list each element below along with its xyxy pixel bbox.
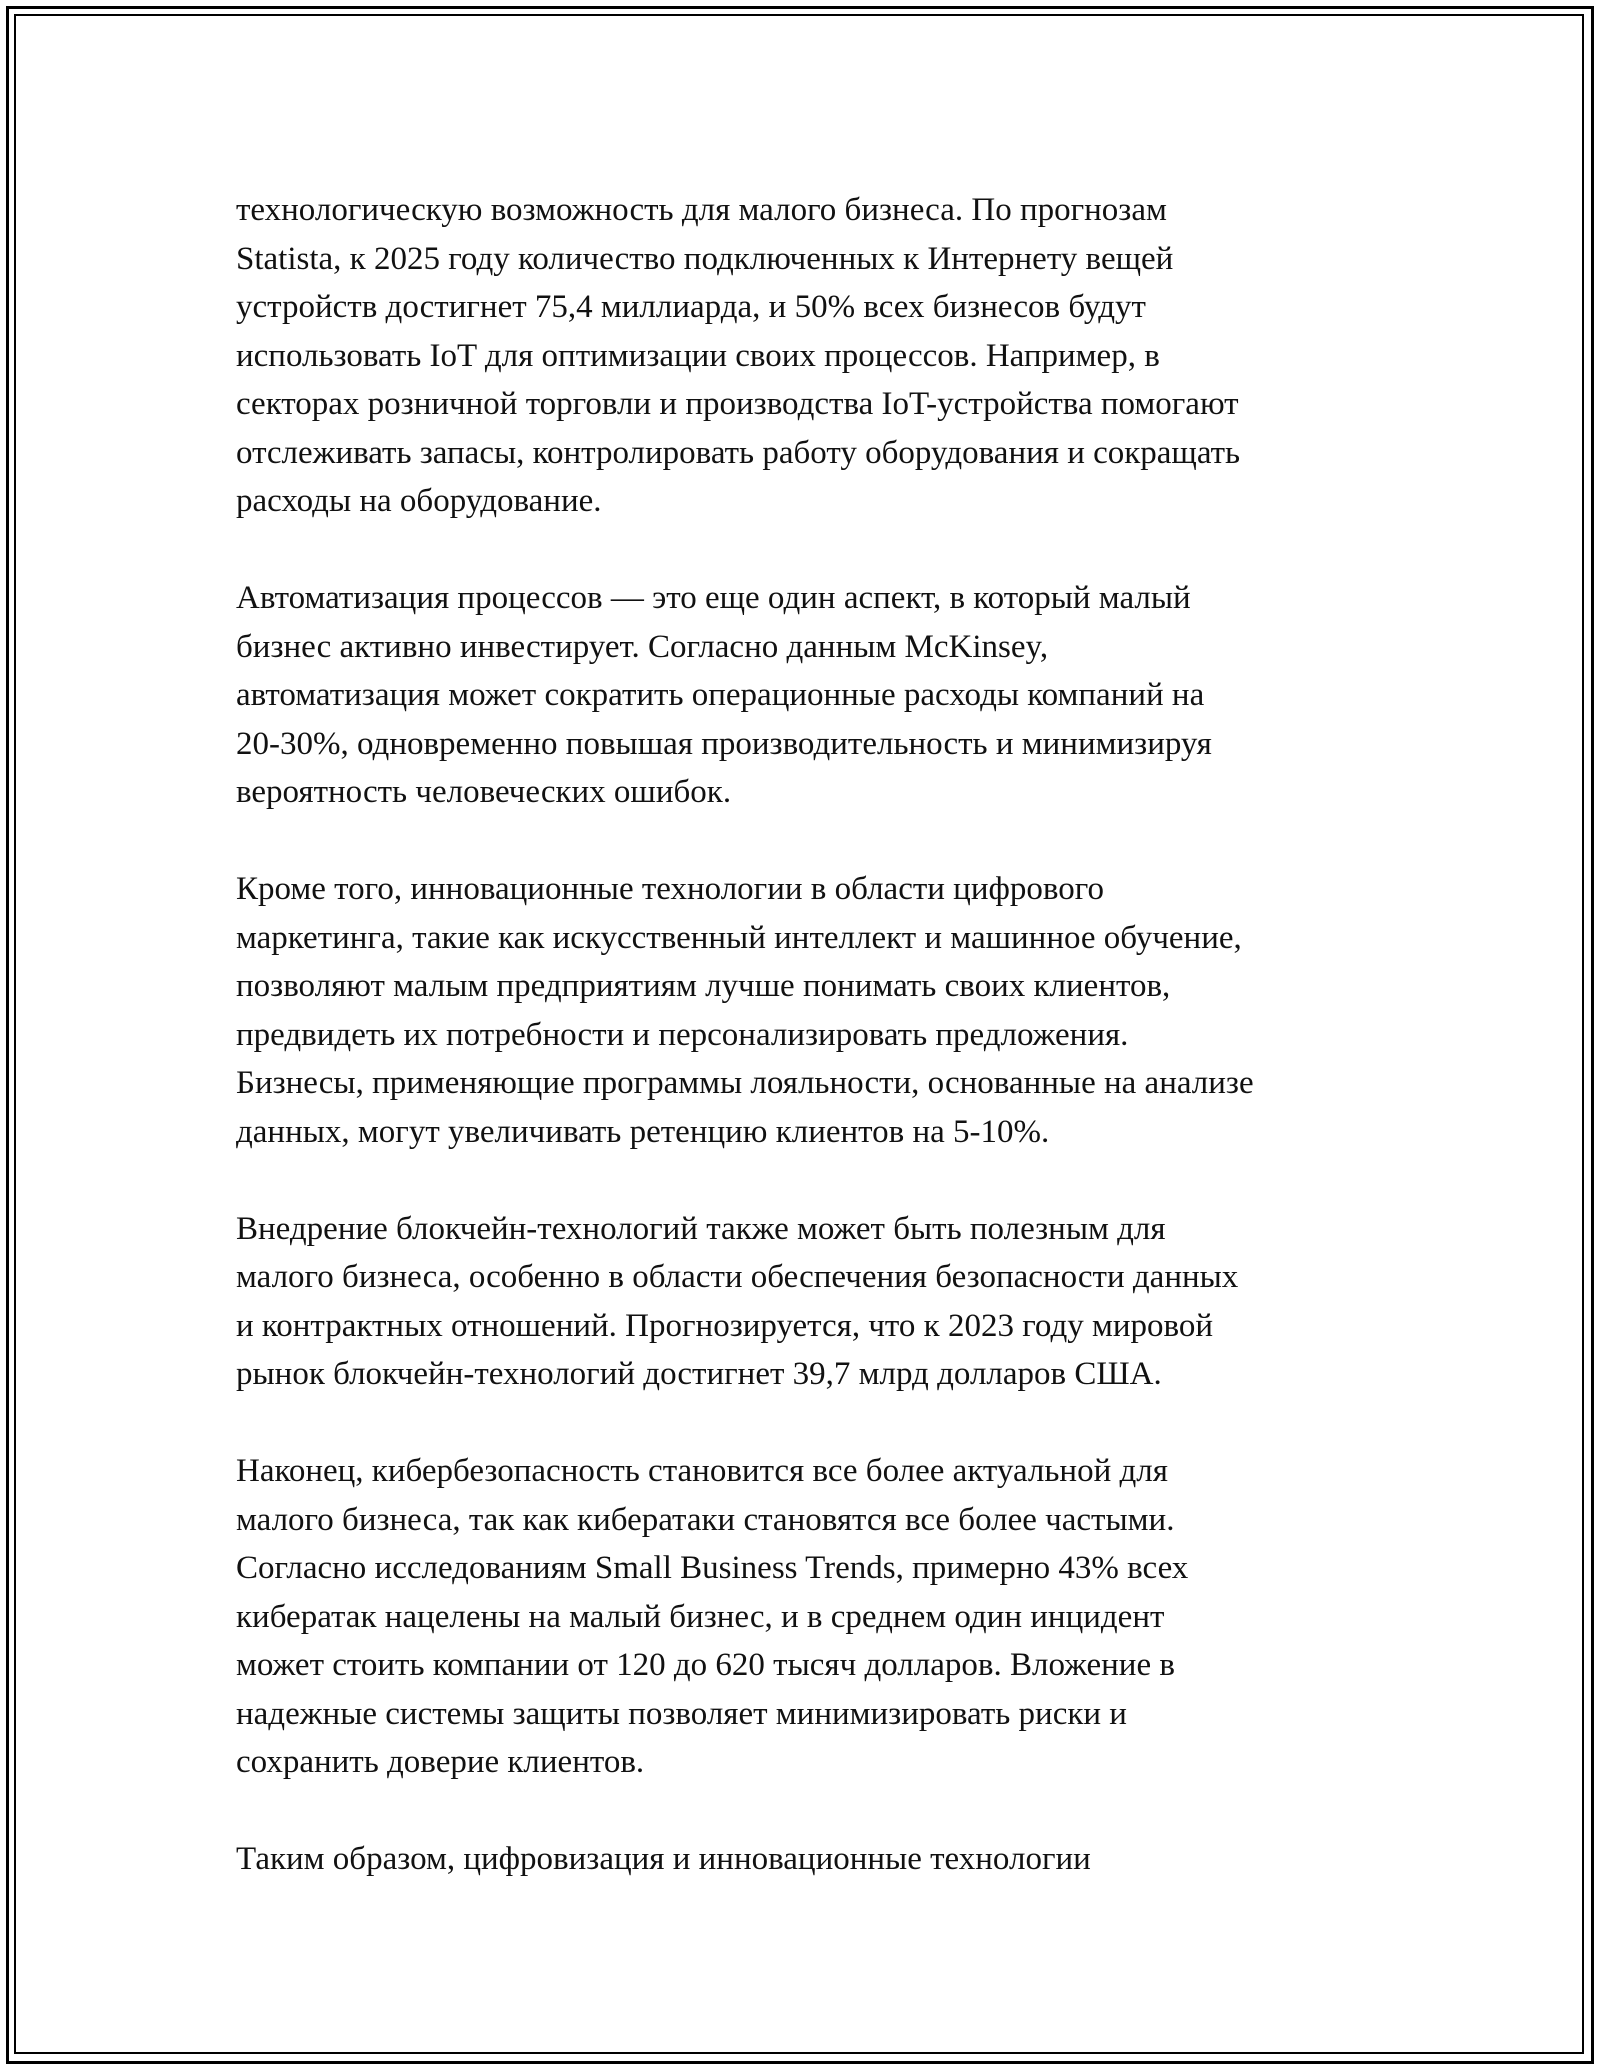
text-line: Автоматизация процессов — это еще один аспект, в который малый <box>236 580 1191 616</box>
paragraph-marketing <box>236 865 1386 1156</box>
text-line: маркетинга, такие как искусственный интеллект и машинное обучение, <box>236 919 1242 956</box>
paragraph-cybersecurity <box>236 1447 1386 1787</box>
text-line: Бизнесы, применяющие программы лояльности, основанные на анализе <box>236 1065 1254 1101</box>
text-line: устройств достигнет 75,4 миллиарда, и 50% всех бизнесов будут <box>236 289 1146 325</box>
text-line: рынок блокчейн-технологий достигнет 39,7 млрд долларов США. <box>236 1356 1162 1392</box>
text-line: сохранить доверие клиентов. <box>236 1744 645 1780</box>
text-line: использовать IoT для оптимизации своих процессов. Например, в <box>236 337 1160 374</box>
text-line: вероятность человеческих ошибок. <box>236 774 732 810</box>
text-line: отслеживать запасы, контролировать работу оборудования и сокращать <box>236 434 1241 471</box>
text-line: Кроме того, инновационные технологии в области цифрового <box>236 871 1104 907</box>
paragraph-conclusion <box>236 1835 1386 1884</box>
text-line: позволяют малым предприятиям лучше понимать своих клиентов, <box>236 968 1171 1004</box>
text-line: малого бизнеса, особенно в области обеспечения безопасности данных <box>236 1259 1239 1295</box>
text-line: Согласно исследованиям Small Business Trends, примерно 43% всех <box>236 1550 1189 1586</box>
text-line: надежные системы защиты позволяет минимизировать риски и <box>236 1695 1127 1732</box>
paragraph-iot <box>236 186 1386 526</box>
text-line: Таким образом, цифровизация и инновационные технологии <box>236 1841 1091 1877</box>
text-line: расходы на оборудование. <box>236 483 602 519</box>
text-line: технологическую возможность для малого бизнеса. По прогнозам <box>236 192 1167 228</box>
text-line: малого бизнеса, так как кибератаки становятся все более частыми. <box>236 1501 1175 1538</box>
document-body <box>236 186 1386 1932</box>
text-line: Внедрение блокчейн-технологий также может быть полезным для <box>236 1210 1166 1247</box>
text-line: кибератак нацелены на малый бизнес, и в среднем один инцидент <box>236 1598 1165 1635</box>
text-line: и контрактных отношений. Прогнозируется, что к 2023 году мировой <box>236 1307 1214 1344</box>
text-line: секторах розничной торговли и производства IoT-устройства помогают <box>236 386 1239 422</box>
text-line: Statista, к 2025 году количество подключенных к Интернету вещей <box>236 240 1174 277</box>
text-line: автоматизация может сократить операционные расходы компаний на <box>236 677 1205 713</box>
text-line: Наконец, кибербезопасность становится все более актуальной для <box>236 1453 1168 1489</box>
text-line: 20-30%, одновременно повышая производительность и минимизируя <box>236 725 1212 762</box>
text-line: данных, могут увеличивать ретенцию клиентов на 5-10%. <box>236 1113 1050 1150</box>
paragraph-automation <box>236 574 1386 817</box>
text-line: бизнес активно инвестирует. Согласно данным McKinsey, <box>236 628 1049 665</box>
paragraph-blockchain <box>236 1205 1386 1399</box>
text-line: может стоить компании от 120 до 620 тысяч долларов. Вложение в <box>236 1647 1175 1683</box>
text-line: предвидеть их потребности и персонализировать предложения. <box>236 1016 1129 1053</box>
